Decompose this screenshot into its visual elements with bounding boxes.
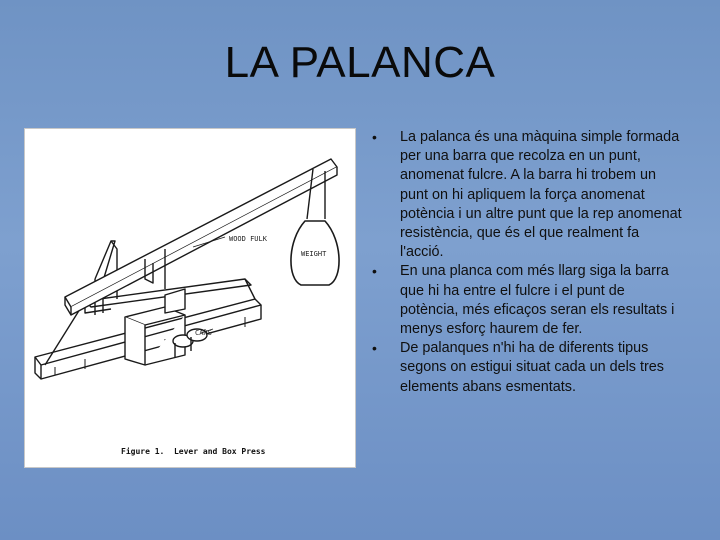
- bullet-text: • De palanques n'hi ha de diferents tipus segons on estigui situat cada un dels tres elements abans esmentats.: [400, 340, 664, 395]
- bullet-item: [372, 128, 684, 262]
- bullet-list: [372, 128, 684, 397]
- bullet-item: [372, 262, 684, 339]
- bullet-text: • En una planca com més llarg siga la barra que hi ha entre el fulcre i el punt de potència, més eficaços seran els resultats i menys esforç haurem de fer.: [400, 263, 675, 338]
- slide-title: LA PALANCA: [224, 38, 496, 87]
- figure-caption: Figure 1. Lever and Box Press: [121, 447, 266, 456]
- bullet-item: [372, 339, 684, 397]
- label-wood-fulcrum: WOOD FULK: [229, 235, 267, 243]
- lever-drawing: [25, 129, 355, 467]
- label-weight: WEIGHT: [301, 250, 327, 258]
- bullet-text: • La palanca és una màquina simple formada per una barra que recolza en un punt, anomenat fulcre. A la barra hi trobem un punt on hi apliquem la força anomenat potència i un altre punt que la rep anomenat resistència, que és el que realment fa l'acció.: [400, 129, 682, 261]
- lever-illustration: [24, 128, 356, 468]
- label-cans: CANS: [195, 329, 212, 337]
